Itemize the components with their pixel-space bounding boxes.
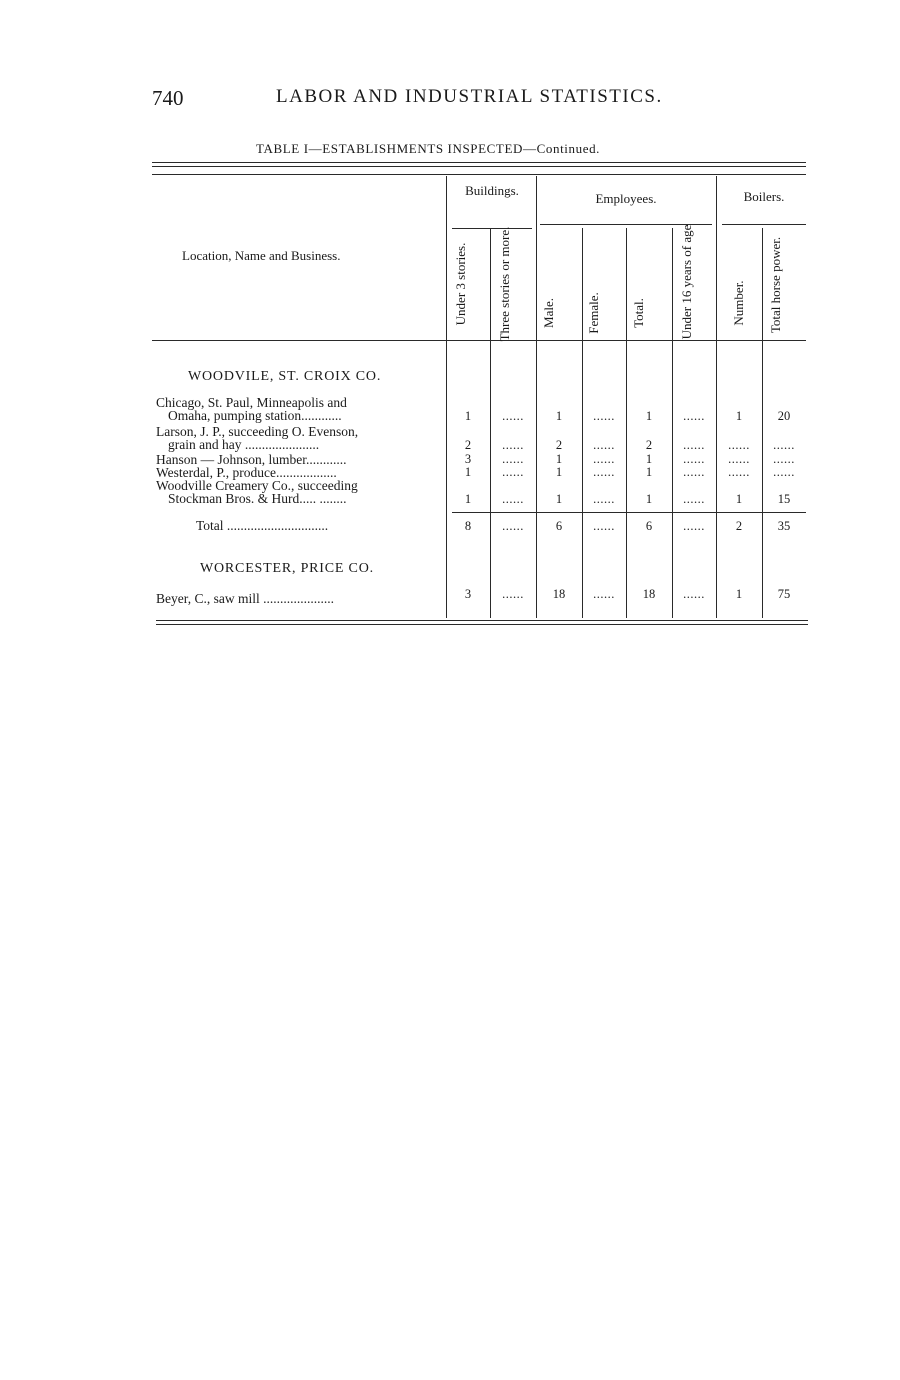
cell-hp: 15 [777, 492, 791, 506]
col-rule-3 [536, 176, 537, 618]
cell-total: 1 [645, 409, 653, 423]
number-header: Number. [731, 280, 746, 326]
cell-male: 1 [555, 492, 563, 506]
cell-male: 2 [555, 438, 563, 452]
cell-under3: 1 [464, 409, 472, 423]
col-rule-7 [716, 176, 717, 618]
cell-male: 1 [555, 465, 563, 479]
cell-under3: 1 [464, 492, 472, 506]
cell-three-more: ...... [502, 409, 524, 423]
cell-under3: 2 [464, 438, 472, 452]
page-number: 740 [152, 86, 184, 110]
cell-under3: 3 [464, 587, 472, 601]
three-more-header: Three stories or more. [497, 226, 512, 342]
location-header: Location, Name and Business. [182, 248, 341, 263]
row-label: Hanson — Johnson, lumber............ [156, 454, 347, 467]
cell-three-more: ...... [502, 492, 524, 506]
female-header: Female. [586, 292, 601, 334]
buildings-group-header: Buildings. [465, 183, 519, 198]
cell-total: 1 [645, 465, 653, 479]
cell-under16: ...... [683, 587, 705, 601]
total-total: 6 [645, 519, 653, 533]
cell-male: 1 [555, 452, 563, 466]
row-label: Chicago, St. Paul, Minneapolis and [156, 397, 347, 410]
row-label: Beyer, C., saw mill ..................... [156, 593, 334, 606]
total-female: ...... [593, 519, 615, 533]
cell-total: 1 [645, 452, 653, 466]
cell-under16: ...... [683, 492, 705, 506]
cell-female: ...... [593, 492, 615, 506]
cell-total: 2 [645, 438, 653, 452]
col-rule-4 [582, 228, 583, 618]
cell-total: 1 [645, 492, 653, 506]
total-male: 6 [555, 519, 563, 533]
cell-total: 18 [642, 587, 656, 601]
cell-female: ...... [593, 587, 615, 601]
under3-header: Under 3 stories. [453, 242, 468, 326]
row-label-continued: grain and hay ...................... [168, 439, 320, 452]
row-label-continued: Omaha, pumping station............ [168, 410, 342, 423]
cell-hp: ...... [773, 452, 795, 466]
table-top-rule-3 [152, 174, 806, 175]
cell-number: ...... [728, 465, 750, 479]
total-rule [452, 512, 806, 513]
male-header: Male. [541, 298, 556, 328]
cell-female: ...... [593, 452, 615, 466]
col-rule-2 [490, 228, 491, 618]
col-rule-8 [762, 228, 763, 618]
cell-three-more: ...... [502, 465, 524, 479]
cell-under16: ...... [683, 438, 705, 452]
col-rule-6 [672, 228, 673, 618]
cell-hp: 75 [777, 587, 791, 601]
row-label: Westerdal, P., produce.................. [156, 467, 337, 480]
employees-group-header: Employees. [595, 191, 657, 206]
cell-female: ...... [593, 409, 615, 423]
total-label: Total .............................. [196, 520, 329, 533]
total-number: 2 [735, 519, 743, 533]
cell-under3: 1 [464, 465, 472, 479]
county-heading: WORCESTER, PRICE CO. [200, 561, 374, 576]
cell-number: ...... [728, 438, 750, 452]
cell-three-more: ...... [502, 587, 524, 601]
col-rule-1 [446, 176, 447, 618]
table-top-rule-2 [152, 166, 806, 167]
cell-three-more: ...... [502, 452, 524, 466]
total-hp: 35 [777, 519, 791, 533]
total-header: Total. [631, 298, 646, 328]
cell-female: ...... [593, 465, 615, 479]
row-label: Woodville Creamery Co., succeeding [156, 480, 358, 493]
cell-male: 18 [552, 587, 566, 601]
running-title: LABOR AND INDUSTRIAL STATISTICS. [276, 86, 663, 107]
cell-under16: ...... [683, 409, 705, 423]
cell-hp: 20 [777, 409, 791, 423]
cell-number: 1 [735, 409, 743, 423]
cell-hp: ...... [773, 465, 795, 479]
cell-three-more: ...... [502, 438, 524, 452]
total-under16: ...... [683, 519, 705, 533]
cell-under16: ...... [683, 465, 705, 479]
table-top-rule [152, 162, 806, 163]
cell-under16: ...... [683, 452, 705, 466]
table-bottom-rule [156, 620, 808, 621]
table-title: TABLE I—ESTABLISHMENTS INSPECTED—Continued. [256, 141, 601, 156]
cell-male: 1 [555, 409, 563, 423]
cell-number: 1 [735, 492, 743, 506]
under16-header: Under 16 years of age [679, 224, 694, 340]
total-three-more: ...... [502, 519, 524, 533]
horse-power-header: Total horse power. [768, 236, 783, 334]
cell-number: ...... [728, 452, 750, 466]
boilers-group-header: Boilers. [743, 189, 785, 204]
cell-under3: 3 [464, 452, 472, 466]
total-under3: 8 [464, 519, 472, 533]
cell-number: 1 [735, 587, 743, 601]
row-label: Larson, J. P., succeeding O. Evenson, [156, 426, 359, 439]
cell-female: ...... [593, 438, 615, 452]
boilers-group-rule [722, 224, 806, 225]
row-label-continued: Stockman Bros. & Hurd..... ........ [168, 493, 347, 506]
table-bottom-rule-2 [156, 624, 808, 625]
cell-hp: ...... [773, 438, 795, 452]
county-heading: WOODVILE, ST. CROIX CO. [188, 369, 382, 384]
col-rule-5 [626, 228, 627, 618]
